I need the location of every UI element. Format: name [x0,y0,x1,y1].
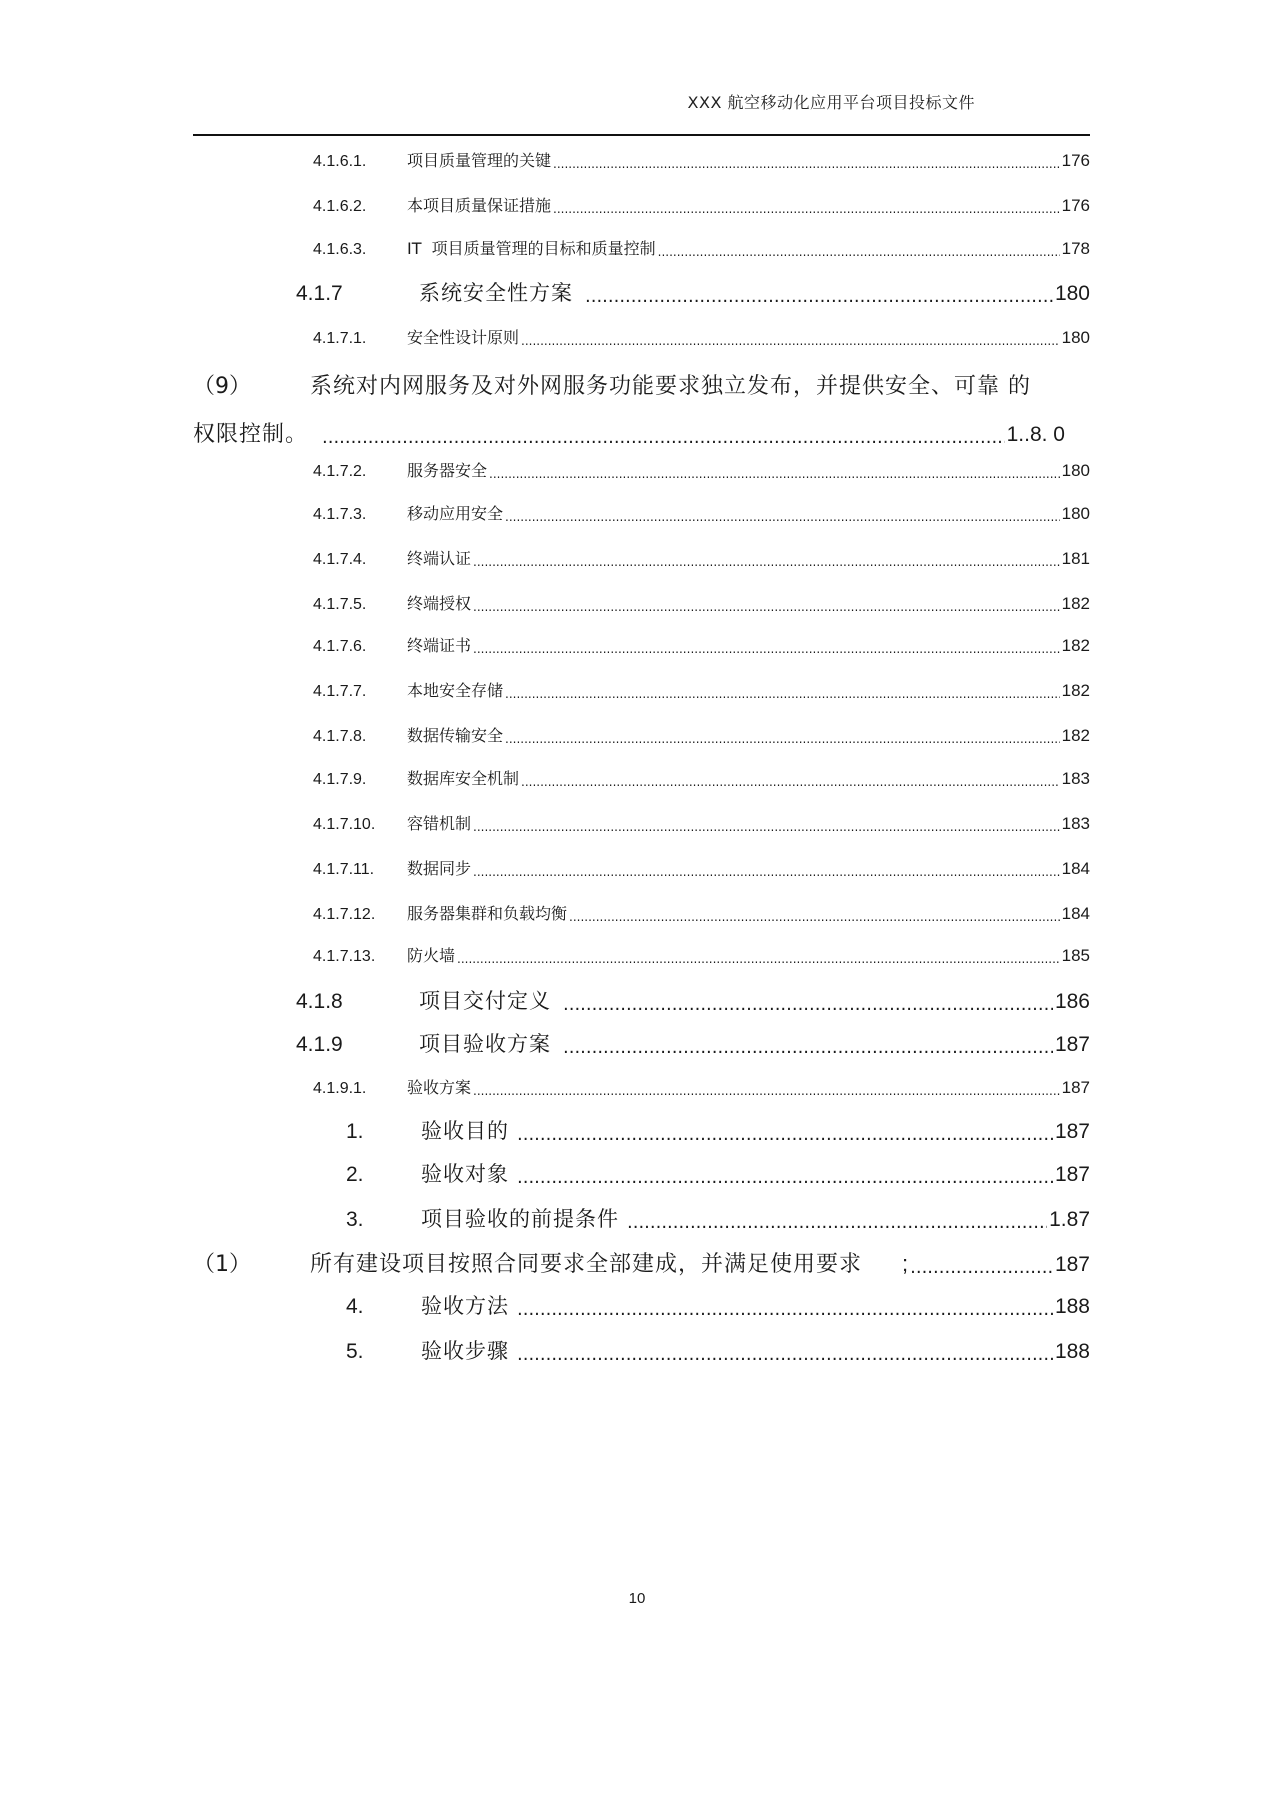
toc-entry-number: 4.1.7.10. [313,816,376,833]
toc-entry-title: 系统安全性方案 [419,281,573,305]
toc-leader-dots [473,557,1060,569]
toc-entry[interactable] [313,236,1090,259]
toc-entry[interactable] [346,1290,1090,1320]
toc-leader-dots [505,689,1060,701]
toc-leader-dots [322,430,1005,448]
toc-leader-dots [521,777,1060,789]
toc-entry-page: 180 [1061,328,1090,347]
toc-entry-title: 项目验收的前提条件 [421,1207,619,1231]
toc-entry[interactable] [313,633,1090,656]
toc-entry-title: 项目质量管理的关键 [407,151,552,170]
toc-entry-page: 187 [1054,1163,1090,1186]
toc-entry[interactable] [313,501,1090,524]
toc-entry[interactable] [313,811,1090,834]
toc-entry[interactable] [313,591,1090,614]
toc-entry-number: 4.1.6.3. [313,241,367,258]
toc-entry-title: 服务器集群和负载均衡 [407,904,568,923]
toc-leader-dots [489,469,1060,481]
toc-entry-title: 终端证书 [407,636,472,655]
toc-entry-page: 182 [1061,726,1090,745]
toc-entry-title: 终端授权 [407,594,472,613]
toc-entry-number: 4.1.6.1. [313,153,367,170]
toc-entry-page: 187 [1054,1033,1090,1056]
toc-entry-page: 188 [1054,1340,1090,1363]
toc-entry-page: 176 [1061,196,1090,215]
toc-leader-dots [505,734,1060,746]
toc-entry-number: 4.1.7.7. [313,683,367,700]
toc-entry-title: 数据同步 [407,859,472,878]
toc-entry-number: 4.1.7.12. [313,906,376,923]
toc-entry[interactable] [313,193,1090,216]
toc-entry-page: 182 [1061,681,1090,700]
toc-paragraph-entry[interactable] [193,369,1090,400]
toc-entry-page: 1.87 [1049,1208,1090,1231]
toc-entry[interactable] [313,766,1090,789]
toc-entry-title: IT 项目质量管理的目标和质量控制 [407,239,656,258]
toc-entry-page: 180 [1054,282,1090,305]
toc-entry-number: 4.1.9.1. [313,1080,367,1097]
toc-entry[interactable] [313,856,1090,879]
toc-entry-title: 验收方案 [407,1078,472,1097]
toc-entry-page: 183 [1061,814,1090,833]
toc-entry-page: 180 [1061,461,1090,480]
toc-entry-title: 验收对象 [421,1162,509,1186]
toc-entry-number: 4.1.6.2. [313,198,367,215]
toc-entry-page: 187 [1054,1253,1090,1276]
toc-entry-title: 本项目质量保证措施 [407,196,552,215]
toc-leader-dots [563,997,1053,1015]
toc-entry[interactable] [346,1158,1090,1188]
toc-entry[interactable] [313,678,1090,701]
toc-entry-number: 3. [346,1208,364,1231]
toc-entry-number: 4.1.8 [296,990,343,1013]
toc-entry-page: 187 [1054,1120,1090,1143]
toc-entry-title: 防火墙 [407,946,456,965]
toc-entry-page: 182 [1061,594,1090,613]
toc-entry[interactable] [346,1115,1090,1145]
toc-entry[interactable] [296,985,1090,1015]
paragraph-semicolon: ; [902,1251,909,1276]
toc-entry-title: 容错机制 [407,814,472,833]
header-rule [193,134,1090,136]
toc-entry-number: 4.1.9 [296,1033,343,1056]
toc-leader-dots [473,602,1060,614]
paragraph-line-2: 权限控制。 [193,422,309,447]
toc-leader-dots [505,512,1060,524]
toc-leader-dots [517,1127,1053,1145]
toc-entry[interactable] [313,943,1090,966]
toc-entry-title: 终端认证 [407,549,472,568]
toc-paragraph-entry[interactable] [193,1247,1090,1278]
toc-leader-dots [457,954,1060,966]
toc-entry-title: 项目交付定义 [419,989,551,1013]
running-header: XXX 航空移动化应用平台项目投标文件 [687,93,975,112]
toc-entry-title: 移动应用安全 [407,504,504,523]
toc-leader-dots [517,1302,1053,1320]
toc-entry-title: 数据库安全机制 [407,769,520,788]
toc-entry-number: 4.1.7.4. [313,551,367,568]
toc-entry-title: 项目验收方案 [419,1032,551,1056]
toc-entry-number: 1. [346,1120,364,1143]
toc-entry-page: 1..8. 0 [1006,423,1065,446]
toc-entry[interactable] [296,277,1090,307]
toc-entry-page: 185 [1061,946,1090,965]
toc-entry-page: 182 [1061,636,1090,655]
toc-entry[interactable] [313,901,1090,924]
toc-entry[interactable] [313,458,1090,481]
toc-paragraph-continuation[interactable] [193,417,1065,448]
toc-entry-number: 4.1.7.6. [313,638,367,655]
toc-entry-number: 4. [346,1295,364,1318]
toc-leader-dots [517,1347,1053,1365]
toc-entry-page: 188 [1054,1295,1090,1318]
toc-entry-title: 验收方法 [421,1294,509,1318]
toc-entry-page: 184 [1061,859,1090,878]
toc-entry[interactable] [346,1203,1090,1233]
toc-entry-page: 180 [1061,504,1090,523]
toc-leader-dots [910,1260,1053,1278]
toc-entry-page: 183 [1061,769,1090,788]
toc-leader-dots [627,1215,1047,1233]
page-number: 10 [628,1590,646,1607]
toc-entry-number: 4.1.7.11. [313,861,375,878]
toc-entry-page: 186 [1054,990,1090,1013]
toc-entry[interactable] [313,723,1090,746]
toc-leader-dots [473,822,1060,834]
toc-entry-number: 4.1.7.8. [313,728,367,745]
toc-entry-page: 176 [1061,151,1090,170]
toc-entry[interactable] [313,546,1090,569]
toc-entry-title: 本地安全存储 [407,681,504,700]
toc-leader-dots [658,247,1060,259]
toc-leader-dots [473,867,1060,879]
toc-entry-number: 5. [346,1340,364,1363]
toc-leader-dots [569,912,1060,924]
toc-leader-dots [473,644,1060,656]
toc-leader-dots [521,336,1060,348]
toc-entry-title: 服务器安全 [407,461,488,480]
toc-entry-number: 4.1.7.13. [313,948,376,965]
toc-entry[interactable] [296,1028,1090,1058]
paragraph-text: 所有建设项目按照合同要求全部建成，并满足使用要求 [310,1252,863,1277]
toc-entry-page: 184 [1061,904,1090,923]
toc-entry-page: 181 [1061,549,1090,568]
toc-leader-dots [553,159,1060,171]
toc-entry[interactable] [346,1335,1090,1365]
paragraph-label: （9） [193,374,251,399]
toc-entry-title: 验收目的 [421,1119,509,1143]
toc-entry-number: 4.1.7.9. [313,771,367,788]
toc-entry-page: 178 [1061,239,1090,258]
toc-leader-dots [517,1170,1053,1188]
toc-entry-number: 4.1.7.5. [313,596,367,613]
toc-entry-title: 验收步骤 [421,1339,509,1363]
toc-leader-dots [563,1040,1053,1058]
paragraph-label: （1） [193,1252,251,1277]
toc-entry-page: 187 [1061,1078,1090,1097]
toc-leader-dots [553,204,1060,216]
toc-entry-number: 4.1.7 [296,282,343,305]
toc-entry-number: 4.1.7.1. [313,330,367,347]
toc-entry[interactable] [313,1075,1090,1098]
toc-entry[interactable] [313,325,1090,348]
toc-leader-dots [473,1086,1060,1098]
toc-entry-title: 安全性设计原则 [407,328,520,347]
paragraph-line-1: 系统对内网服务及对外网服务功能要求独立发布，并提供安全、可靠 的 [310,374,1031,399]
toc-entry[interactable] [313,148,1090,171]
toc-entry-number: 4.1.7.3. [313,506,367,523]
toc-entry-number: 2. [346,1163,364,1186]
toc-entry-title: 数据传输安全 [407,726,504,745]
toc-entry-number: 4.1.7.2. [313,463,367,480]
toc-leader-dots [585,289,1053,307]
